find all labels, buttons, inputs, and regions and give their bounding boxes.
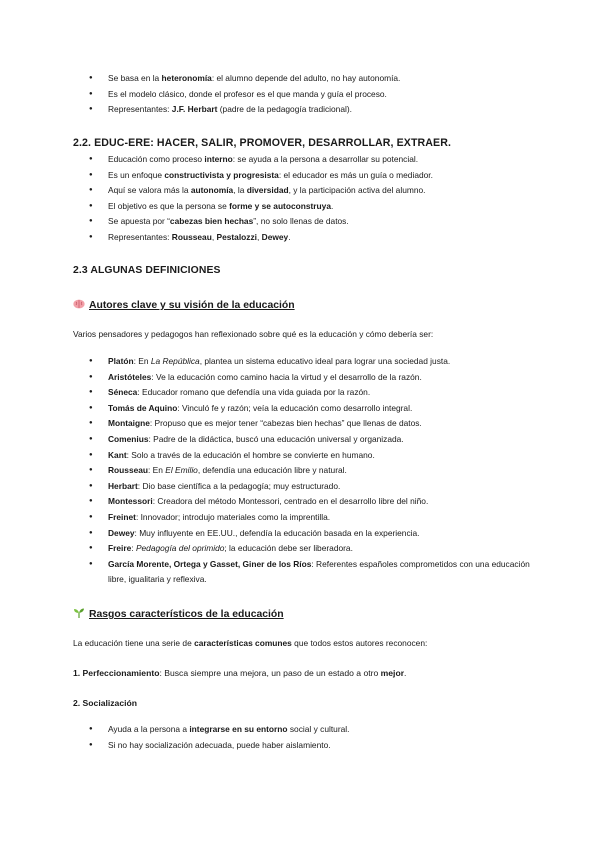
list-item: ● Freinet: Innovador; introdujo materiales como la imprentilla. (73, 510, 543, 526)
list-item: ● El objetivo es que la persona se forme y se autoconstruya. (73, 199, 533, 215)
list-item: ● Ayuda a la persona a integrarse en su entorno social y cultural. (73, 722, 533, 738)
list-item: ● Dewey: Muy influyente en EE.UU., defendía la educación basada en la experiencia. (73, 526, 543, 542)
section-heading-2-3: 2.3 ALGUNAS DEFINICIONES (73, 265, 221, 276)
educere-list (73, 152, 533, 246)
heteronomy-list (73, 71, 533, 118)
autores-heading: Autores clave y su visión de la educación (73, 299, 295, 311)
perfeccionamiento-item: 1. Perfeccionamiento: Busca siempre una mejora, un paso de un estado a otro mejor. (73, 668, 407, 678)
list-item: ● Representantes: Rousseau, Pestalozzi, Dewey. (73, 230, 533, 246)
autores-intro: Varios pensadores y pedagogos han reflexionado sobre qué es la educación y cómo debería ser: (73, 329, 434, 339)
list-item: ● Se basa en la heteronomía: el alumno depende del adulto, no hay autonomía. (73, 71, 533, 87)
list-item: ● Es el modelo clásico, donde el profesor es el que manda y guía el proceso. (73, 87, 533, 103)
list-item: ● García Morente, Ortega y Gasset, Giner de los Ríos: Referentes españoles comprometidos con una educación libre, igualitaria y reflexiva. (73, 557, 543, 588)
list-item: ● Es un enfoque constructivista y progresista: el educador es más un guía o mediador. (73, 168, 533, 184)
list-item: ● Aquí se valora más la autonomía, la diversidad, y la participación activa del alumno. (73, 183, 533, 199)
list-item: ● Freire: Pedagogía del oprimido; la educación debe ser liberadora. (73, 541, 543, 557)
list-item: ● Montaigne: Propuso que es mejor tener “cabezas bien hechas” que llenas de datos. (73, 416, 543, 432)
list-item: ● Séneca: Educador romano que defendía una vida guiada por la razón. (73, 385, 543, 401)
section-heading-2-2: 2.2. EDUC-ERE: HACER, SALIR, PROMOVER, DESARROLLAR, EXTRAER. (73, 137, 451, 149)
list-item: ● Se apuesta por “cabezas bien hechas”, no solo llenas de datos. (73, 214, 533, 230)
brain-icon (73, 299, 85, 309)
list-item: ● Platón: En La República, plantea un sistema educativo ideal para lograr una sociedad justa. (73, 354, 543, 370)
socializacion-list (73, 722, 533, 753)
list-item: ● Comenius: Padre de la didáctica, buscó una educación universal y organizada. (73, 432, 543, 448)
list-item: ● Educación como proceso interno: se ayuda a la persona a desarrollar su potencial. (73, 152, 533, 168)
list-item: ● Si no hay socialización adecuada, puede haber aislamiento. (73, 738, 533, 754)
rasgos-heading: Rasgos característicos de la educación (73, 608, 284, 620)
seedling-icon (73, 608, 85, 618)
list-item: ● Aristóteles: Ve la educación como camino hacia la virtud y el desarrollo de la razón. (73, 370, 543, 386)
list-item: ● Representantes: J.F. Herbart (padre de la pedagogía tradicional). (73, 102, 533, 118)
list-item: ● Tomás de Aquino: Vinculó fe y razón; veía la educación como desarrollo integral. (73, 401, 543, 417)
autores-list (73, 354, 543, 588)
socializacion-heading: 2. Socialización (73, 698, 137, 708)
rasgos-intro: La educación tiene una serie de características comunes que todos estos autores reconocen: (73, 638, 428, 648)
list-item: ● Kant: Solo a través de la educación el hombre se convierte en humano. (73, 448, 543, 464)
list-item: ● Montessori: Creadora del método Montessori, centrado en el desarrollo libre del niño. (73, 494, 543, 510)
list-item: ● Herbart: Dio base científica a la pedagogía; muy estructurado. (73, 479, 543, 495)
list-item: ● Rousseau: En El Emilio, defendía una educación libre y natural. (73, 463, 543, 479)
